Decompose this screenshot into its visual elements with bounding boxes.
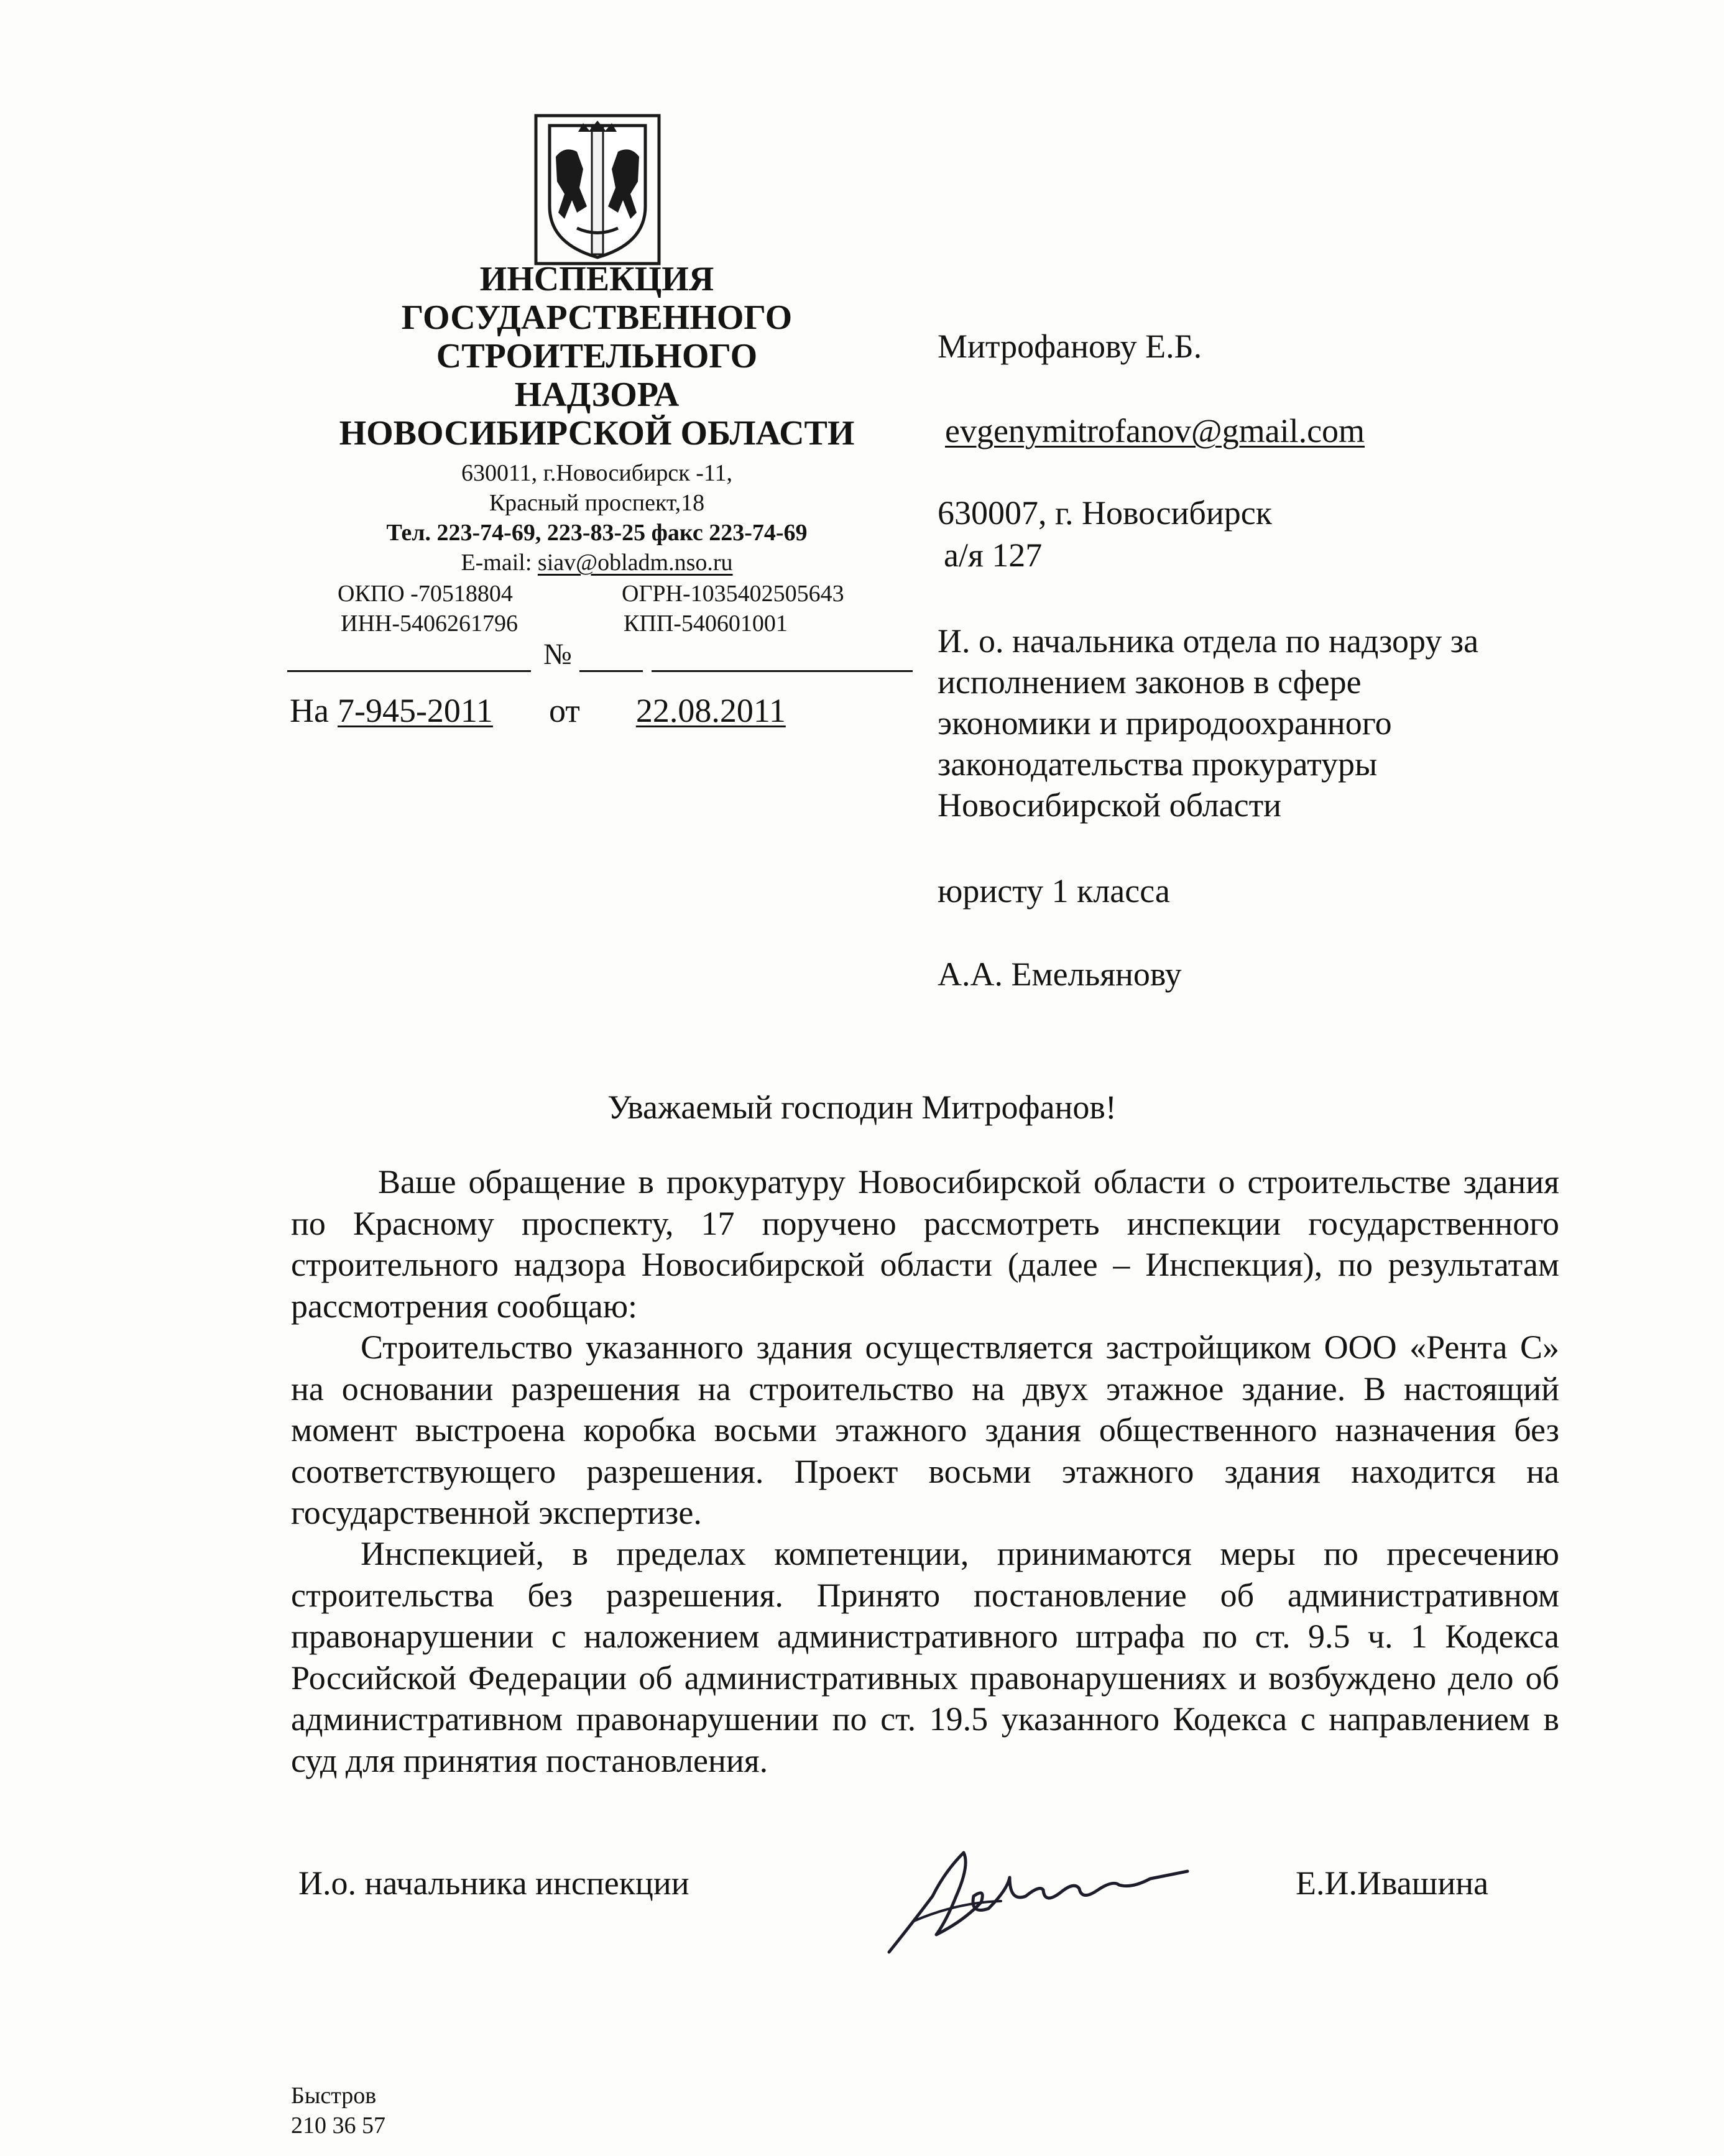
copy-recipient-line: Новосибирской области	[938, 786, 1282, 824]
recipient-email	[945, 410, 1365, 451]
body-paragraph-text: Ваше обращение в прокуратуру Новосибирской области о строительстве здания по Красному проспекту, 17 поручено рассмотреть инспекции государственного строительного надзора Новосибирской области (далее – Инспекция), по результатам рассмотрения сообщаю:	[291, 1163, 1559, 1325]
salutation: Уважаемый господин Митрофанов!	[607, 1089, 1117, 1126]
org-name-line: НОВОСИБИРСКОЙ ОБЛАСТИ	[339, 414, 855, 453]
org-phones: Тел. 223-74-69, 223-83-25 факс 223-74-69	[386, 520, 808, 546]
recipient-name: Митрофанову Е.Б.	[938, 328, 1202, 365]
body-paragraph	[291, 1327, 1559, 1534]
org-address-line: Красный проспект,18	[489, 490, 705, 516]
reference-number: 7-945-2011	[337, 692, 493, 729]
body-paragraph-text: Инспекцией, в пределах компетенции, принимаются меры по пресечению строительства без разрешения. Принято постановление об административном правонарушении с наложением административного штрафа по ст. 9.5 ч. 1 Кодекса Российской Федерации об административных правонарушениях и возбуждено дело об административном правонарушении по ст. 19.5 указанного Кодекса с направлением в суд для принятия постановления.	[291, 1535, 1559, 1779]
org-name-line: НАДЗОРА	[514, 375, 680, 414]
reference-row	[290, 690, 790, 731]
signatory-name: Е.И.Ивашина	[1296, 1864, 1489, 1902]
org-address-line: 630011, г.Новосибирск -11,	[461, 460, 732, 486]
ogrn-code: ОГРН-1035402505643	[622, 581, 844, 607]
inn-code: ИНН-5406261796	[341, 610, 518, 637]
body-paragraph-text: Строительство указанного здания осуществляется застройщиком ООО «Рента С» на основании разрешения на строительство на двух этажное здание. В настоящий момент выстроена коробка восьми этажного здания общественного назначения без соответствующего разрешения. Проект восьми этажного здания находится на государственной экспертизе.	[291, 1329, 1559, 1531]
org-email-label: E-mail:	[461, 550, 538, 576]
recipient-postal-line: 630007, г. Новосибирск	[938, 494, 1272, 532]
coat-of-arms-emblem	[533, 113, 661, 266]
kpp-code: КПП-540601001	[624, 610, 788, 637]
outgoing-number-blank	[579, 670, 643, 672]
copy-recipient-line: экономики и природоохранного	[938, 704, 1392, 742]
copy-recipient-name: А.А. Емельянову	[938, 956, 1182, 993]
handwritten-signature	[877, 1828, 1200, 1971]
outgoing-number-blank	[652, 670, 913, 672]
copy-recipient-line: исполнением законов в сфере	[938, 663, 1362, 701]
executor-name: Быстров	[291, 2083, 377, 2109]
org-email-link[interactable]: siav@obladm.nso.ru	[537, 550, 733, 576]
copy-recipient-line: И. о. начальника отдела по надзору за	[938, 622, 1479, 660]
okpo-code: ОКПО -70518804	[338, 581, 513, 607]
reference-label: На	[290, 692, 329, 729]
body-paragraph	[291, 1161, 1559, 1327]
recipient-postal-line: а/я 127	[944, 537, 1043, 574]
recipient-email-link[interactable]: evgenymitrofanov@gmail.com	[945, 412, 1365, 449]
org-name-line: ГОСУДАРСТВЕННОГО	[401, 298, 793, 337]
body-paragraph	[291, 1533, 1559, 1781]
org-email-row	[249, 548, 945, 577]
executor-phone: 210 36 57	[291, 2112, 385, 2139]
reference-date: 22.08.2011	[635, 692, 786, 729]
org-name-line: СТРОИТЕЛЬНОГО	[436, 337, 758, 375]
outgoing-date-blank	[287, 670, 531, 672]
number-sign: №	[543, 638, 572, 671]
org-name-line: ИНСПЕКЦИЯ	[479, 260, 714, 298]
copy-recipient-rank: юристу 1 класса	[938, 872, 1170, 910]
reference-date-label: от	[548, 692, 580, 729]
copy-recipient-line: законодательства прокуратуры	[938, 745, 1378, 783]
signatory-position: И.о. начальника инспекции	[298, 1864, 689, 1902]
